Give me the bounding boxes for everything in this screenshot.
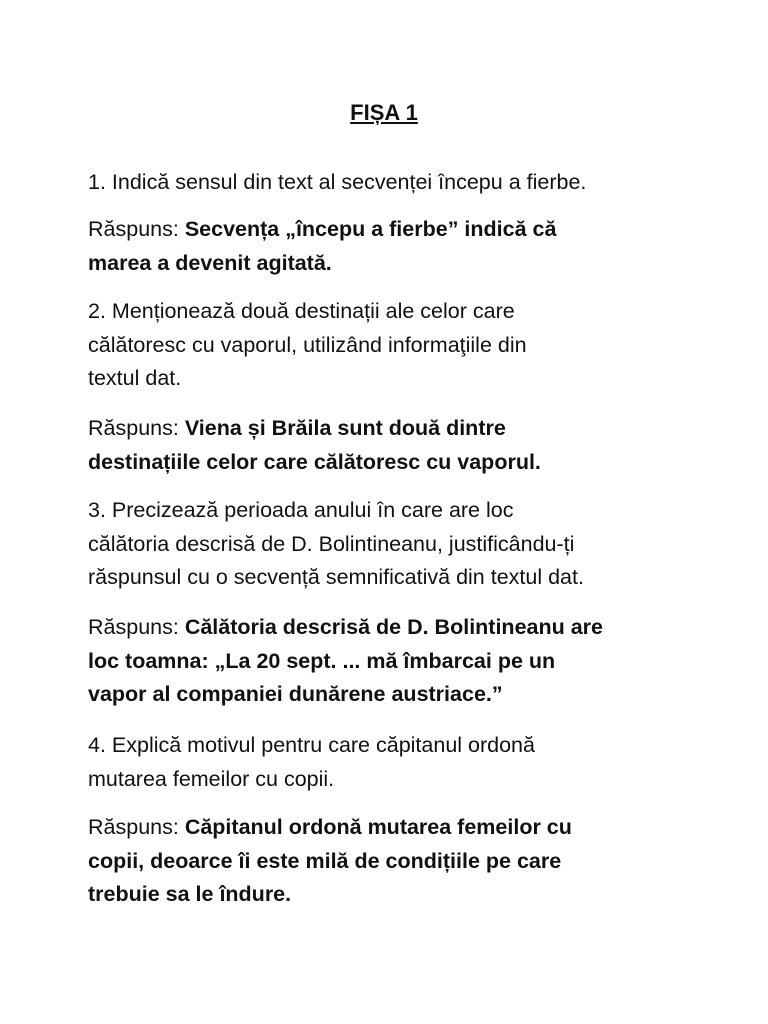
question-4: [88, 729, 728, 796]
answer-text: Viena și Brăila sunt două dintre: [184, 416, 506, 440]
answer-text: destinațiile celor care călătoresc cu vaporul.: [88, 449, 541, 474]
question-line: 1. Indică sensul din text al secvenței începu a fierbe.: [88, 170, 587, 194]
question-line: 3. Precizează perioada anului în care are loc: [88, 498, 514, 522]
answer-text: vapor al companiei dunărene austriace.”: [88, 682, 503, 706]
question-1: [88, 166, 728, 200]
question-line: călătoria descrisă de D. Bolintineanu, justificându-ți: [88, 531, 575, 556]
answer-line: [88, 678, 728, 712]
question-line: călătoresc cu vaporul, utilizând informaţiile din: [88, 332, 527, 357]
answer-label: Răspuns:: [88, 815, 185, 839]
answer-line: [88, 611, 728, 645]
answer-4: [88, 811, 728, 912]
question-line: textul dat.: [88, 366, 182, 390]
answer-text: Secvența „începu a fierbe” indică că: [184, 217, 557, 241]
answer-text: trebuie sa le îndure.: [88, 882, 292, 906]
answer-text: loc toamna: „La 20 sept. ... mă îmbarcai pe un: [88, 648, 556, 673]
question-3: [88, 494, 728, 595]
answer-line: [88, 845, 728, 879]
answer-text: Călătoria descrisă de D. Bolintineanu are: [184, 615, 604, 639]
question-line: mutarea femeilor cu copii.: [88, 766, 335, 791]
answer-line: [88, 878, 728, 912]
question-line: răspunsul cu o secvență semnificativă din textul dat.: [88, 565, 584, 589]
answer-line: [88, 811, 728, 845]
answer-label: Răspuns:: [88, 416, 185, 440]
answer-label: Răspuns:: [88, 615, 185, 639]
answer-label: Răspuns:: [88, 217, 185, 241]
question-line: 2. Menționează două destinații ale celor care: [88, 299, 515, 323]
answer-line: [88, 247, 728, 281]
answer-text: copii, deoarce îi este milă de condițiile pe care: [88, 848, 562, 873]
answer-2: [88, 412, 728, 479]
answer-line: [88, 645, 728, 679]
answer-text: Căpitanul ordonă mutarea femeilor cu: [184, 815, 572, 839]
answer-line: [88, 446, 728, 480]
answer-line: [88, 213, 728, 247]
answer-text: marea a devenit agitată.: [88, 250, 332, 275]
answer-1: [88, 213, 728, 280]
page-title: FIȘA 1: [350, 100, 418, 125]
answer-line: [88, 412, 728, 446]
question-line: 4. Explică motivul pentru care căpitanul ordonă: [88, 733, 535, 757]
question-2: [88, 295, 728, 396]
answer-3: [88, 611, 728, 712]
